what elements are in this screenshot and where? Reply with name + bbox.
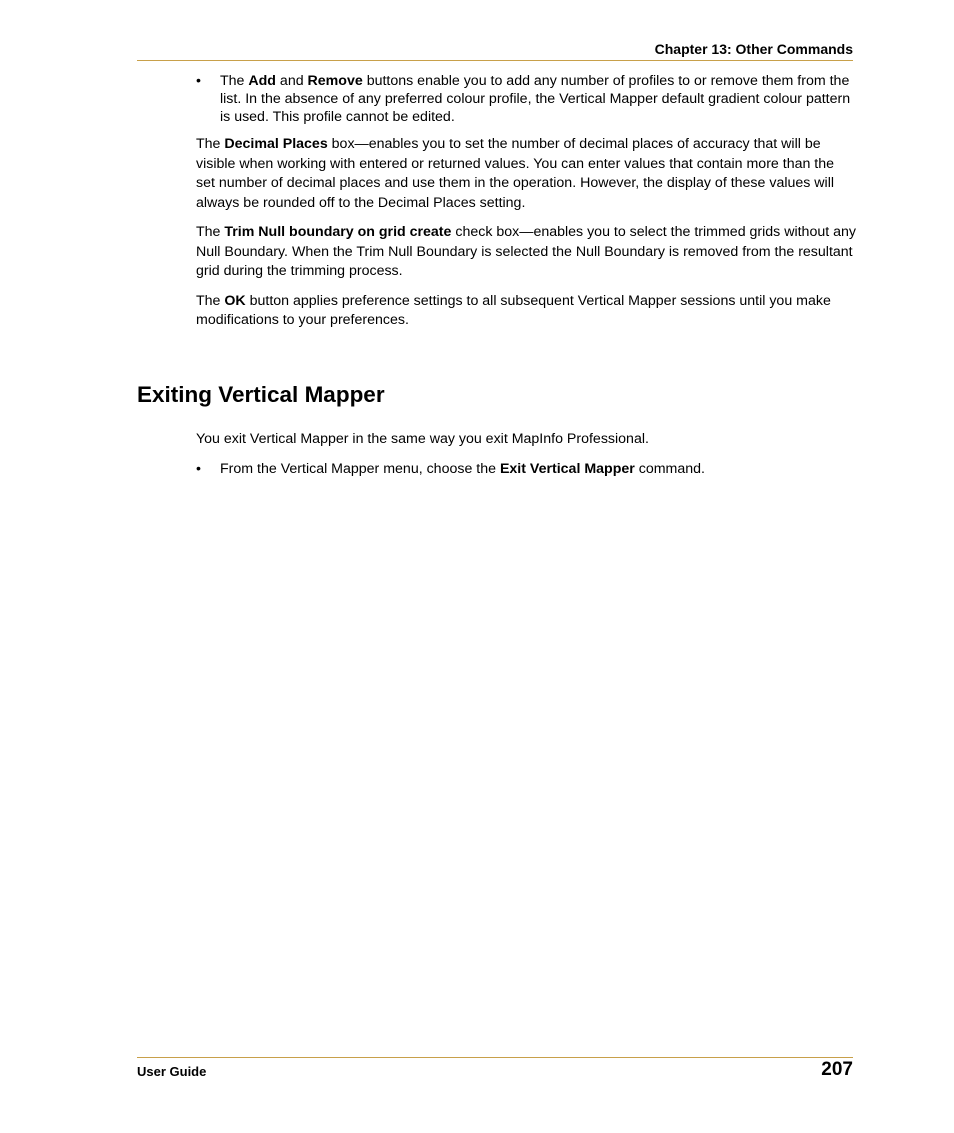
- text: The: [220, 73, 249, 89]
- term-ok: OK: [224, 292, 246, 309]
- page-footer: [137, 1057, 853, 1088]
- guide-label: User Guide: [137, 1064, 207, 1079]
- text: box—enables you to set the number of decimal places of accuracy that will be visible when working with entered or returned values. You can enter values that contain more than the set number of decimal places and use them in the operation. However, the display of these values will always be rounded off to the Decimal Places setting.: [196, 136, 835, 211]
- text: button applies preference settings to all subsequent Vertical Mapper sessions until you make modifications to your preferences.: [196, 292, 831, 328]
- page-number: 207: [821, 1059, 853, 1080]
- paragraph-decimal-places: [196, 135, 856, 213]
- chapter-title: Chapter 13: Other Commands: [654, 41, 853, 57]
- text: buttons enable you to add any number of profiles to or remove them from the list. In the absence of any preferred colour profile, the Vertical Mapper default gradient colour pattern is used. This profile cannot be edited.: [220, 73, 851, 125]
- bullet-exit: [196, 460, 856, 478]
- term-add: Add: [248, 73, 276, 89]
- section-intro: You exit Vertical Mapper in the same way you exit MapInfo Professional.: [196, 431, 649, 447]
- text: From the Vertical Mapper menu, choose the: [220, 460, 500, 477]
- bullet-add-remove: [196, 72, 856, 126]
- section-heading: Exiting Vertical Mapper: [137, 382, 385, 407]
- text: The: [196, 136, 225, 152]
- text: check box—enables you to select the trimmed grids without any Null Boundary. When the Trim Null Boundary is selected the Null Boundary is removed from the resultant grid during the trimming process.: [196, 224, 856, 279]
- term-remove: Remove: [307, 73, 363, 89]
- bullet-icon: •: [196, 73, 201, 89]
- section-body: [196, 430, 856, 487]
- term-exit-command: Exit Vertical Mapper: [499, 460, 635, 477]
- paragraph-ok-button: [196, 292, 856, 331]
- main-content: [196, 72, 856, 341]
- term-trim-null: Trim Null boundary on grid create: [224, 224, 452, 240]
- term-decimal-places: Decimal Places: [224, 136, 328, 152]
- text: command.: [634, 460, 705, 477]
- bullet-icon: •: [196, 460, 201, 477]
- text: The: [196, 224, 225, 240]
- text: The: [196, 292, 225, 309]
- paragraph-trim-null: [196, 223, 856, 282]
- page-header: [137, 40, 853, 61]
- text: and: [275, 73, 308, 89]
